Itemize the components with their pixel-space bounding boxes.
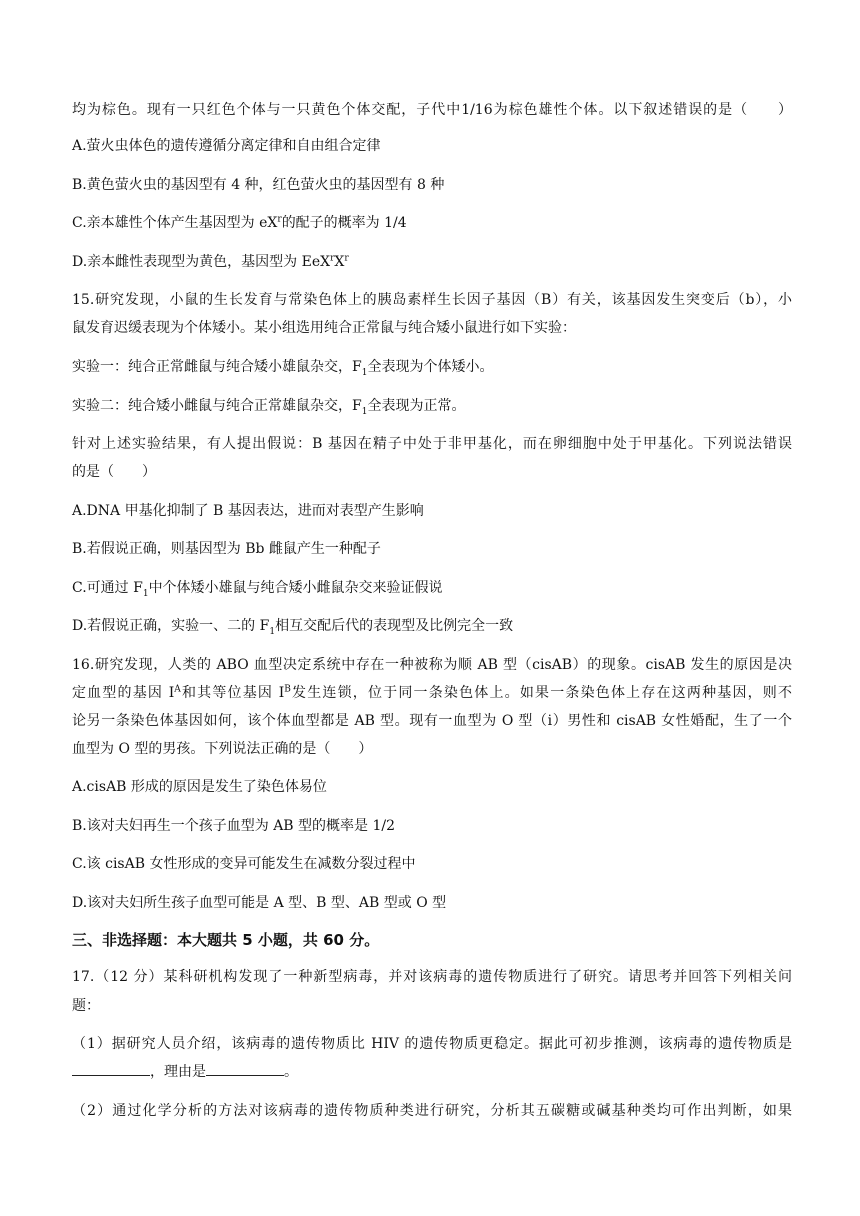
q15-option-d-pre: D.若假说正确，实验一、二的 F bbox=[72, 618, 270, 634]
q17-part1-line2 bbox=[72, 1062, 792, 1082]
q14-stem-frac: 1/16 bbox=[461, 102, 493, 118]
q15-stem-line1: 15.研究发现，小鼠的生长发育与常染色体上的胰岛素样生长因子基因（B）有关，该基因发生突变后（b），小 bbox=[72, 292, 792, 308]
q14-option-c bbox=[72, 213, 792, 233]
q15-experiment-2 bbox=[72, 396, 792, 416]
q15-exp2-post: 全表现为正常。 bbox=[367, 398, 466, 414]
q15-option-d-post: 相互交配后代的表现型及比例完全一致 bbox=[275, 618, 514, 634]
q14-option-c-post: 的配子的概率为 1/4 bbox=[281, 215, 407, 231]
q17-part2-line1: （2）通过化学分析的方法对该病毒的遗传物质种类进行研究，分析其五碳糖或碱基种类均可作出判断，如果 bbox=[72, 1103, 792, 1119]
q14-option-a: A.萤火虫体色的遗传遵循分离定律和自由组合定律 bbox=[72, 138, 381, 154]
q14-option-d-sup2: r bbox=[344, 253, 349, 264]
q14-option-b: B.黄色萤火虫的基因型有 4 种，红色萤火虫的基因型有 8 种 bbox=[72, 177, 445, 193]
q16-stem-line4: 血型为 O 型的男孩。下列说法正确的是（ ） bbox=[72, 741, 373, 757]
q15-exp1-sub: 1 bbox=[361, 367, 368, 378]
q14-option-d bbox=[72, 252, 792, 272]
q17-stem-line2: 题： bbox=[72, 998, 100, 1014]
q15-option-d bbox=[72, 616, 792, 636]
q15-exp2-pre: 实验二：纯合矮小雌鼠与纯合正常雄鼠杂交，F bbox=[72, 398, 362, 414]
q15-hypothesis-line2: 的是（ ） bbox=[72, 464, 156, 480]
q15-option-b: B.若假说正确，则基因型为 Bb 雌鼠产生一种配子 bbox=[72, 541, 381, 557]
q16-stem-line1: 16.研究发现，人类的 ABO 血型决定系统中存在一种被称为顺 AB 型（cisAB）的现象。cisAB 发生的原因是决 bbox=[72, 657, 792, 673]
q14-stem-b: 为棕色雄性个体。以下叙述错误的是（ ） bbox=[492, 102, 793, 118]
section-heading: 三、非选择题：本大题共 5 小题，共 60 分。 bbox=[72, 931, 380, 949]
q14-option-c-sup: r bbox=[277, 214, 282, 225]
q15-option-c-sub: 1 bbox=[142, 588, 149, 599]
q14-option-d-sup1: r bbox=[330, 253, 335, 264]
q16-line2-sup2: B bbox=[284, 684, 291, 695]
q16-line2-pre: 定血型的基因 I bbox=[72, 685, 175, 701]
q14-stem-a: 均为棕色。现有一只红色个体与一只黄色个体交配，子代中 bbox=[72, 102, 462, 118]
q14-option-d-mid: X bbox=[334, 254, 345, 270]
q15-option-c-post: 中个体矮小雄鼠与纯合矮小雌鼠杂交来验证假说 bbox=[148, 580, 443, 596]
q16-option-b: B.该对夫妇再生一个孩子血型为 AB 型的概率是 1/2 bbox=[72, 818, 396, 834]
q15-option-c-pre: C.可通过 F bbox=[72, 580, 143, 596]
q16-option-c: C.该 cisAB 女性形成的变异可能发生在减数分裂过程中 bbox=[72, 856, 416, 872]
q14-option-c-pre: C.亲本雄性个体产生基因型为 eX bbox=[72, 215, 278, 231]
q16-line2-post: 发生连锁，位于同一条染色体上。如果一条染色体上存在这两种基因，则不 bbox=[290, 685, 792, 701]
q17-stem-line1: 17.（12 分）某科研机构发现了一种新型病毒，并对该病毒的遗传物质进行了研究。请思考并回答下列相关问 bbox=[72, 969, 792, 985]
q14-stem bbox=[72, 100, 792, 120]
q16-stem-line2 bbox=[72, 683, 792, 703]
q15-exp2-sub: 1 bbox=[361, 406, 368, 417]
answer-blank-2[interactable] bbox=[206, 1062, 284, 1076]
q16-line2-mid: 和其等位基因 I bbox=[180, 685, 285, 701]
answer-blank-1[interactable] bbox=[72, 1062, 150, 1076]
q17-part1-mid: ，理由是 bbox=[150, 1064, 206, 1080]
q17-part1-line1: （1）据研究人员介绍，该病毒的遗传物质比 HIV 的遗传物质更稳定。据此可初步推测，该病毒的遗传物质是 bbox=[72, 1036, 792, 1052]
q15-hypothesis-line1: 针对上述实验结果，有人提出假说：B 基因在精子中处于非甲基化，而在卵细胞中处于甲基化。下列说法错误 bbox=[72, 436, 792, 452]
q16-option-a: A.cisAB 形成的原因是发生了染色体易位 bbox=[72, 779, 327, 795]
q15-option-a: A.DNA 甲基化抑制了 B 基因表达，进而对表型产生影响 bbox=[72, 503, 424, 519]
q15-exp1-pre: 实验一：纯合正常雌鼠与纯合矮小雄鼠杂交，F bbox=[72, 359, 362, 375]
q15-experiment-1 bbox=[72, 357, 792, 377]
q15-exp1-post: 全表现为个体矮小。 bbox=[367, 359, 494, 375]
q15-stem-line2: 鼠发育迟缓表现为个体矮小。某小组选用纯合正常鼠与纯合矮小鼠进行如下实验： bbox=[72, 320, 576, 336]
q16-line2-sup1: A bbox=[174, 684, 181, 695]
q16-stem-line3: 论另一条染色体基因如何，该个体血型都是 AB 型。现有一血型为 O 型（i）男性和 cisAB 女性婚配，生了一个 bbox=[72, 713, 792, 729]
q16-option-d: D.该对夫妇所生孩子血型可能是 A 型、B 型、AB 型或 O 型 bbox=[72, 895, 447, 911]
q15-option-d-sub: 1 bbox=[269, 626, 276, 637]
q17-part1-end: 。 bbox=[284, 1064, 298, 1080]
q14-option-d-pre: D.亲本雌性表现型为黄色，基因型为 EeX bbox=[72, 254, 331, 270]
q15-option-c bbox=[72, 578, 792, 598]
